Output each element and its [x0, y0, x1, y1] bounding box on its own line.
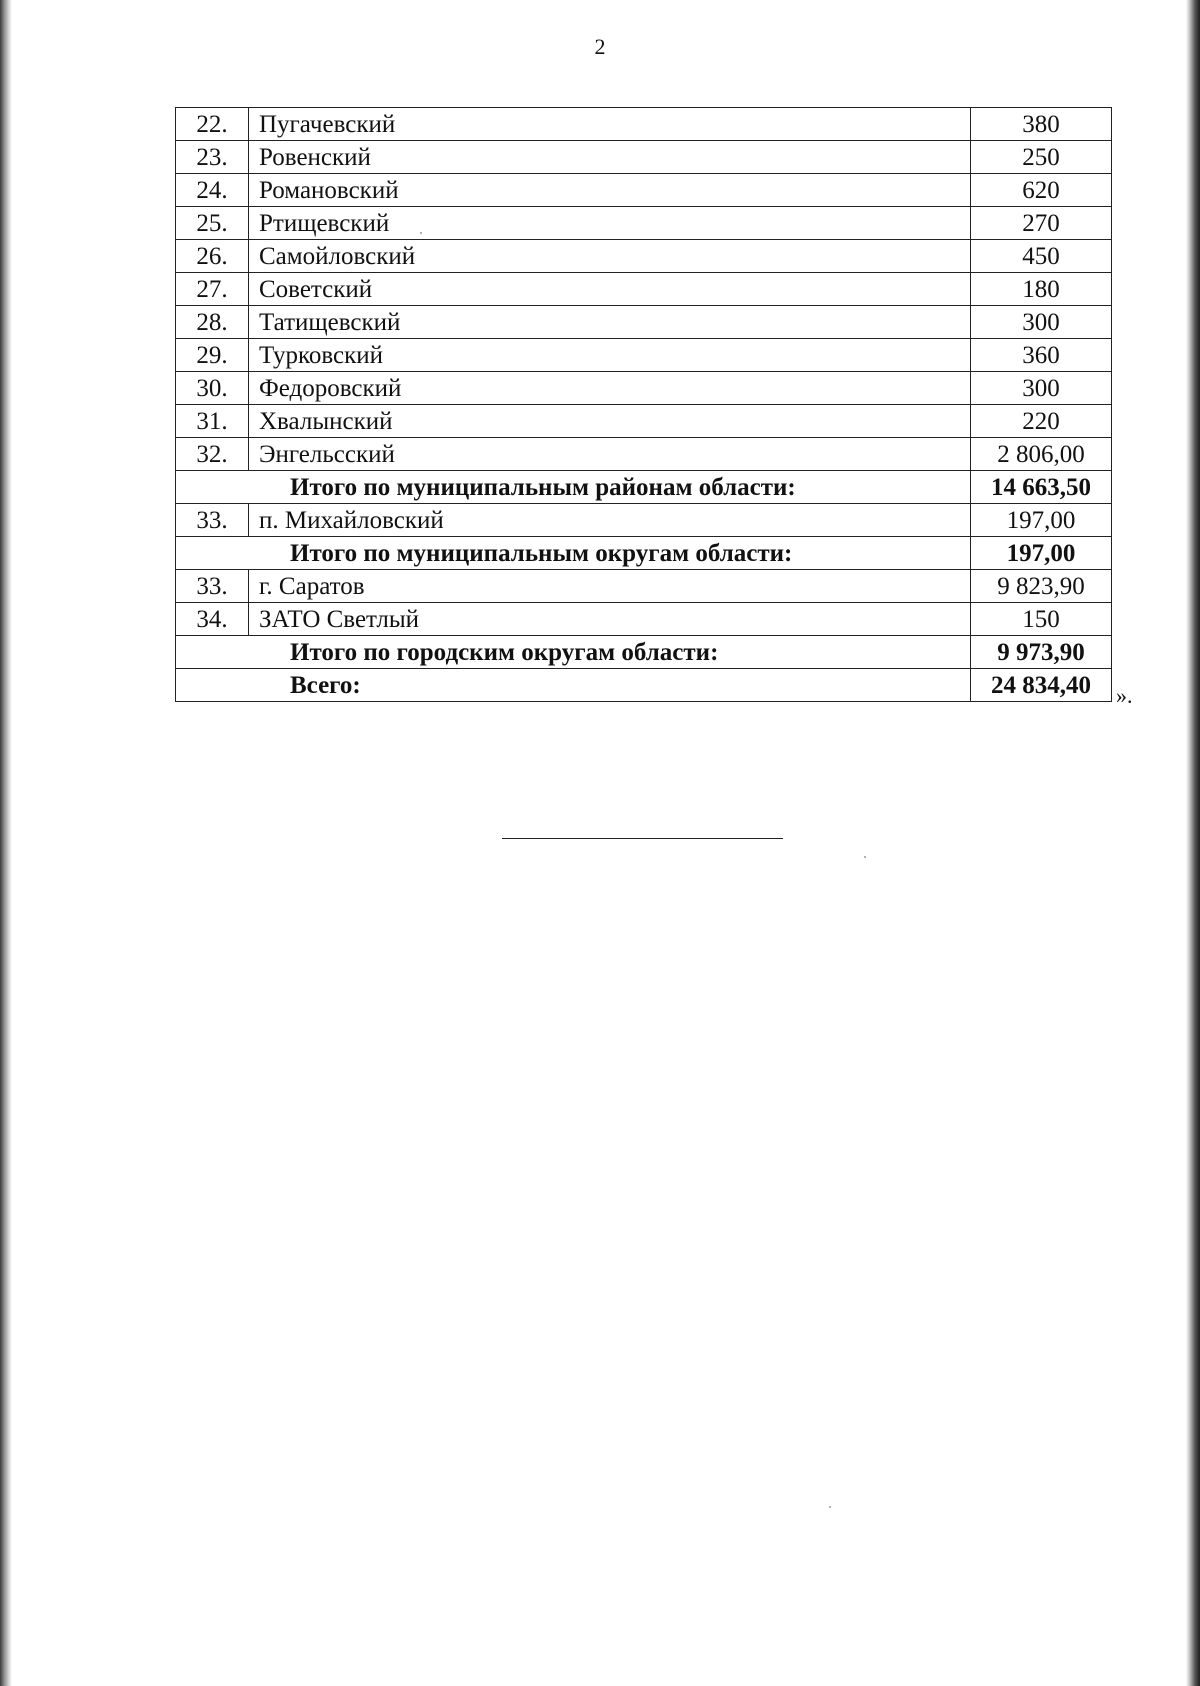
total-row — [176, 669, 1112, 702]
table-row — [176, 174, 1112, 207]
total-row — [176, 537, 1112, 570]
district-name: Ртищевский — [249, 207, 971, 240]
amount-value: 2 806,00 — [971, 438, 1112, 471]
row-number: 23. — [176, 141, 249, 174]
district-name: Энгельсский — [249, 438, 971, 471]
total-value: 9 973,90 — [971, 636, 1112, 669]
page-number: 2 — [594, 34, 606, 59]
amount-value: 220 — [971, 405, 1112, 438]
district-name: Романовский — [249, 174, 971, 207]
row-number: 28. — [176, 306, 249, 339]
row-number: 34. — [176, 603, 249, 636]
table-row — [176, 603, 1112, 636]
total-row — [176, 636, 1112, 669]
amount-value: 620 — [971, 174, 1112, 207]
table-row — [176, 306, 1112, 339]
row-number: 29. — [176, 339, 249, 372]
district-name: Советский — [249, 273, 971, 306]
amount-value: 450 — [971, 240, 1112, 273]
district-name: ЗАТО Светлый — [249, 603, 971, 636]
amount-value: 197,00 — [971, 504, 1112, 537]
table-row — [176, 438, 1112, 471]
table-row — [176, 405, 1112, 438]
amount-value: 9 823,90 — [971, 570, 1112, 603]
row-number: 30. — [176, 372, 249, 405]
row-number: 33. — [176, 570, 249, 603]
scan-edge-left — [0, 0, 12, 1686]
amount-value: 250 — [971, 141, 1112, 174]
district-name: Самойловский — [249, 240, 971, 273]
amount-value: 300 — [971, 306, 1112, 339]
amount-value: 360 — [971, 339, 1112, 372]
row-number: 31. — [176, 405, 249, 438]
district-name: г. Саратов — [249, 570, 971, 603]
amount-value: 150 — [971, 603, 1112, 636]
total-label: Итого по муниципальным районам области: — [176, 471, 971, 504]
total-value: 197,00 — [971, 537, 1112, 570]
total-value: 14 663,50 — [971, 471, 1112, 504]
total-row — [176, 471, 1112, 504]
row-number: 27. — [176, 273, 249, 306]
district-name: Татищевский — [249, 306, 971, 339]
total-label: Итого по муниципальным округам области: — [176, 537, 971, 570]
allocation-table-body — [176, 108, 1112, 702]
table-row — [176, 141, 1112, 174]
end-of-document-rule — [502, 838, 783, 839]
district-name: Хвалынский — [249, 405, 971, 438]
row-number: 24. — [176, 174, 249, 207]
table-row — [176, 339, 1112, 372]
total-label: Всего: — [176, 669, 971, 702]
scan-edge-right — [1186, 0, 1200, 1686]
row-number: 26. — [176, 240, 249, 273]
row-number: 33. — [176, 504, 249, 537]
table-row — [176, 108, 1112, 141]
scan-speck — [420, 232, 422, 234]
total-value: 24 834,40 — [971, 669, 1112, 702]
row-number: 22. — [176, 108, 249, 141]
scan-speck — [864, 856, 866, 858]
district-name: п. Михайловский — [249, 504, 971, 537]
amount-value: 180 — [971, 273, 1112, 306]
amount-value: 270 — [971, 207, 1112, 240]
amount-value: 300 — [971, 372, 1112, 405]
district-name: Ровенский — [249, 141, 971, 174]
table-row — [176, 504, 1112, 537]
table-row — [176, 372, 1112, 405]
district-name: Федоровский — [249, 372, 971, 405]
scan-speck — [829, 1506, 831, 1508]
table-row — [176, 570, 1112, 603]
allocation-table — [175, 107, 1112, 702]
total-label: Итого по городским округам области: — [176, 636, 971, 669]
closing-quote: ». — [1116, 683, 1133, 708]
table-row — [176, 273, 1112, 306]
table-row — [176, 240, 1112, 273]
row-number: 32. — [176, 438, 249, 471]
table-row — [176, 207, 1112, 240]
district-name: Пугачевский — [249, 108, 971, 141]
row-number: 25. — [176, 207, 249, 240]
district-name: Турковский — [249, 339, 971, 372]
amount-value: 380 — [971, 108, 1112, 141]
